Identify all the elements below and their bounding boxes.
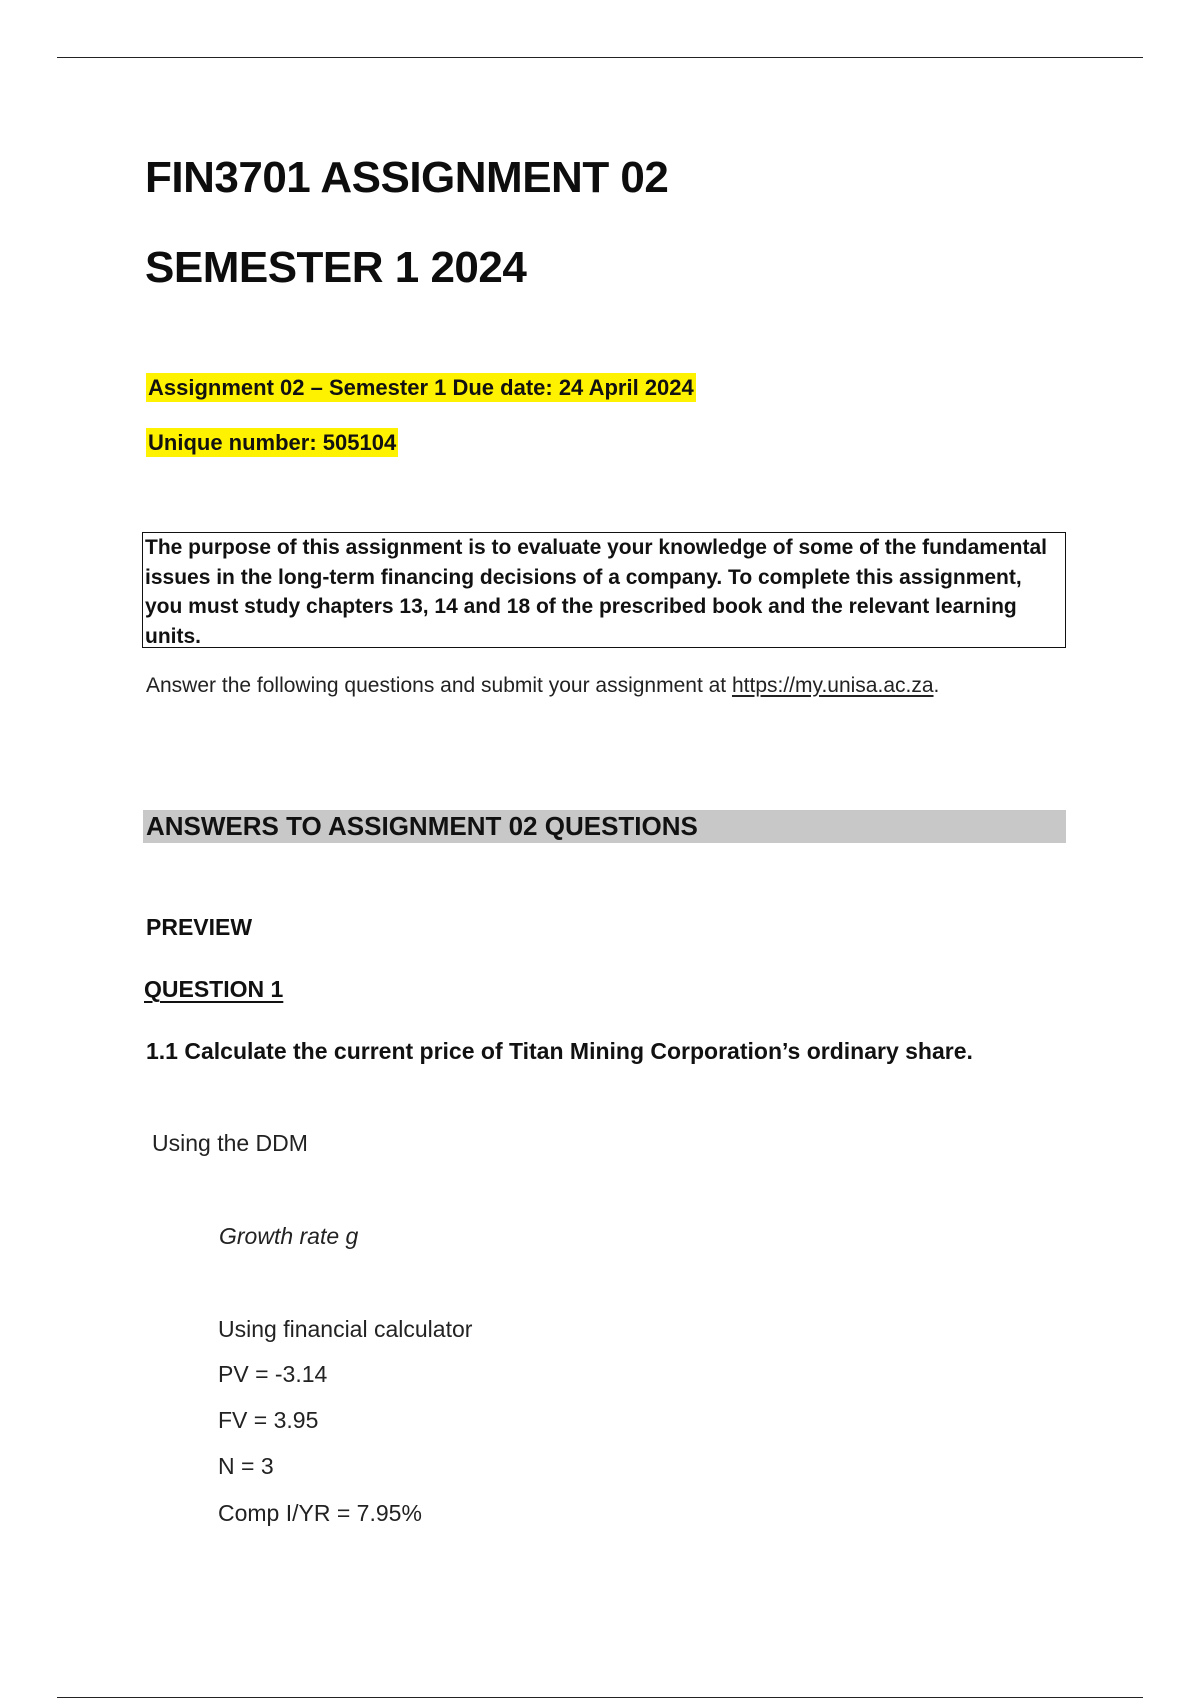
calc-iyr: Comp I/YR = 7.95%: [218, 1500, 422, 1526]
preview-label: PREVIEW: [146, 914, 253, 940]
submission-instruction: [146, 674, 939, 698]
growth-rate-label: Growth rate g: [219, 1223, 359, 1249]
question-heading: QUESTION 1: [144, 976, 284, 1002]
calculator-heading: Using financial calculator: [218, 1316, 473, 1342]
bottom-rule: [57, 1697, 1143, 1698]
calc-fv: FV = 3.95: [218, 1407, 319, 1433]
unique-number-highlight: Unique number: 505104: [148, 430, 397, 455]
sub-question-1-1: 1.1 Calculate the current price of Titan Mining Corporation’s ordinary share.: [146, 1038, 973, 1064]
calc-pv: PV = -3.14: [218, 1361, 328, 1387]
due-date-highlight: Assignment 02 – Semester 1 Due date: 24 April 2024: [148, 375, 694, 400]
method-label: Using the DDM: [152, 1130, 308, 1156]
instruction-text: Answer the following questions and submit your assignment at: [146, 674, 732, 697]
semester-title: SEMESTER 1 2024: [145, 243, 527, 292]
calc-n: N = 3: [218, 1453, 274, 1479]
purpose-box: The purpose of this assignment is to evaluate your knowledge of some of the fundamental issues in the long-term financing decisions of a company. To complete this assignment, you must study chapters 13, 14 and 18 of the prescribed book and the relevant learning units.: [142, 532, 1066, 648]
unisa-link[interactable]: https://my.unisa.ac.za: [731, 674, 934, 697]
document-title: FIN3701 ASSIGNMENT 02: [145, 153, 669, 202]
top-rule: [57, 57, 1143, 58]
answers-section-heading: ANSWERS TO ASSIGNMENT 02 QUESTIONS: [146, 811, 698, 841]
instruction-period: .: [933, 674, 940, 697]
answers-section-bar: [143, 810, 1066, 843]
